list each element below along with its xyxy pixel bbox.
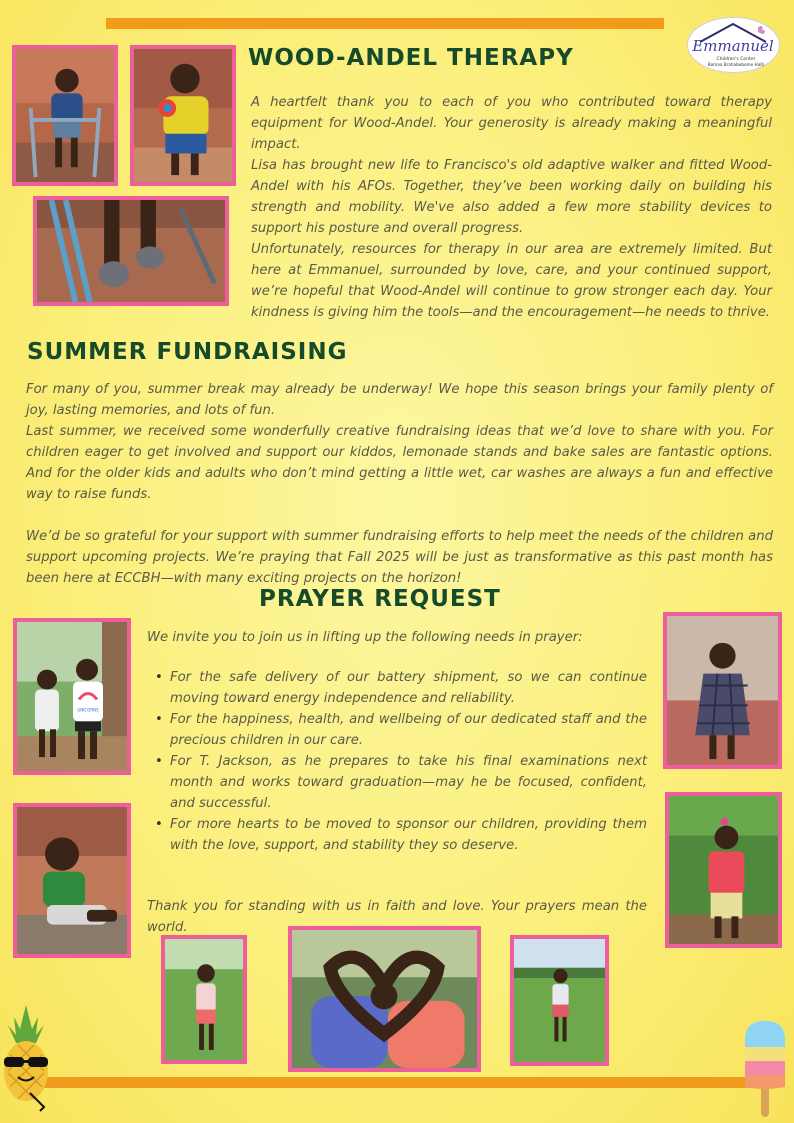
photo-boy-with-toy: [130, 45, 236, 186]
summer-title: SUMMER FUNDRAISING: [27, 339, 348, 365]
summer-paragraph-2: Last summer, we received some wonderfully creative fundraising ideas that we’d love to share with you. For children eager to get involved and support our kiddos, lemonade stands and bake sales are fantastic options. And for the older kids and adults who don’t mind getting a little wet, car washes are always a fun and effective way to raise funds.: [26, 424, 773, 502]
photo-shirt-text: UNICORNS: [77, 707, 99, 713]
therapy-paragraphs: [251, 92, 772, 323]
prayer-closing: Thank you for standing with us in faith and love. Your prayers mean the world.: [147, 899, 647, 935]
prayer-item: • For more hearts to be moved to sponsor our children, providing them with the love, support, and stability they so deserve.: [170, 814, 647, 856]
photo-boy-in-walker: [12, 45, 118, 186]
photo-girl-plaid-dress: [663, 612, 782, 769]
top-accent-bar: [106, 18, 664, 29]
therapy-paragraph-3: Unfortunately, resources for therapy in our area are extremely limited. But here at Emmanuel, surrounded by love, care, and your continued support, we’re hopeful that Wood-Andel will continue to grow stronger each day. Your kindness is giving him the tools—and the encouragement—he needs to thrive.: [251, 242, 772, 320]
prayer-item: • For the happiness, health, and wellbeing of our dedicated staff and the precious children in our care.: [170, 709, 647, 751]
logo-name: Emmanuel: [692, 37, 774, 55]
prayer-item: • For T. Jackson, as he prepares to take his final examinations next month and works toward graduation—may he be focused, confident, and successful.: [170, 751, 647, 814]
photo-feet-with-afos: [33, 196, 229, 306]
photo-girl-red-shirt: [665, 792, 782, 948]
photo-smiling-boy-sitting: [13, 803, 131, 958]
logo-subtitle-1: Children's Center: [716, 57, 756, 62]
therapy-paragraph-2: Lisa has brought new life to Francisco's old adaptive walker and fitted Wood-Andel with his AFOs. Together, they’ve been working daily on building his strength and mobility. We've also added a few more stability devices to support his posture and overall progress.: [251, 158, 772, 236]
logo-subtitle-2: Bomaa Brahabebome Haiti: [707, 62, 765, 67]
photo-girl-pink-shorts: [161, 935, 247, 1064]
prayer-title: PRAYER REQUEST: [259, 586, 501, 612]
bottom-accent-bar: [38, 1077, 752, 1088]
popsicle-icon: [740, 1019, 790, 1119]
summer-paragraph-3: We’d be so grateful for your support with summer fundraising efforts to help meet the needs of the children and support upcoming projects. We’re praying that Fall 2025 will be just as transformative as this past month has been here at ECCBH—with many exciting projects on the horizon!: [26, 529, 773, 586]
therapy-paragraph-1: A heartfelt thank you to each of you who contributed toward therapy equipment for Wood-Andel. Your generosity is already making a meaningful impact.: [251, 95, 772, 152]
photo-two-children: [13, 618, 131, 775]
therapy-title: WOOD-ANDEL THERAPY: [248, 45, 574, 71]
summer-paragraphs: [26, 379, 773, 589]
photo-girl-in-field: [510, 935, 609, 1066]
prayer-list: [148, 667, 647, 856]
prayer-intro: We invite you to join us in lifting up the following needs in prayer:: [147, 630, 583, 645]
photo-heart-hands: [288, 926, 481, 1072]
emmanuel-logo: [686, 16, 781, 74]
pineapple-icon: [0, 1003, 52, 1113]
summer-paragraph-1: For many of you, summer break may already be underway! We hope this season brings your family plenty of joy, lasting memories, and lots of fun.: [26, 382, 773, 418]
prayer-item: • For the safe delivery of our battery shipment, so we can continue moving toward energy independence and reliability.: [170, 667, 647, 709]
